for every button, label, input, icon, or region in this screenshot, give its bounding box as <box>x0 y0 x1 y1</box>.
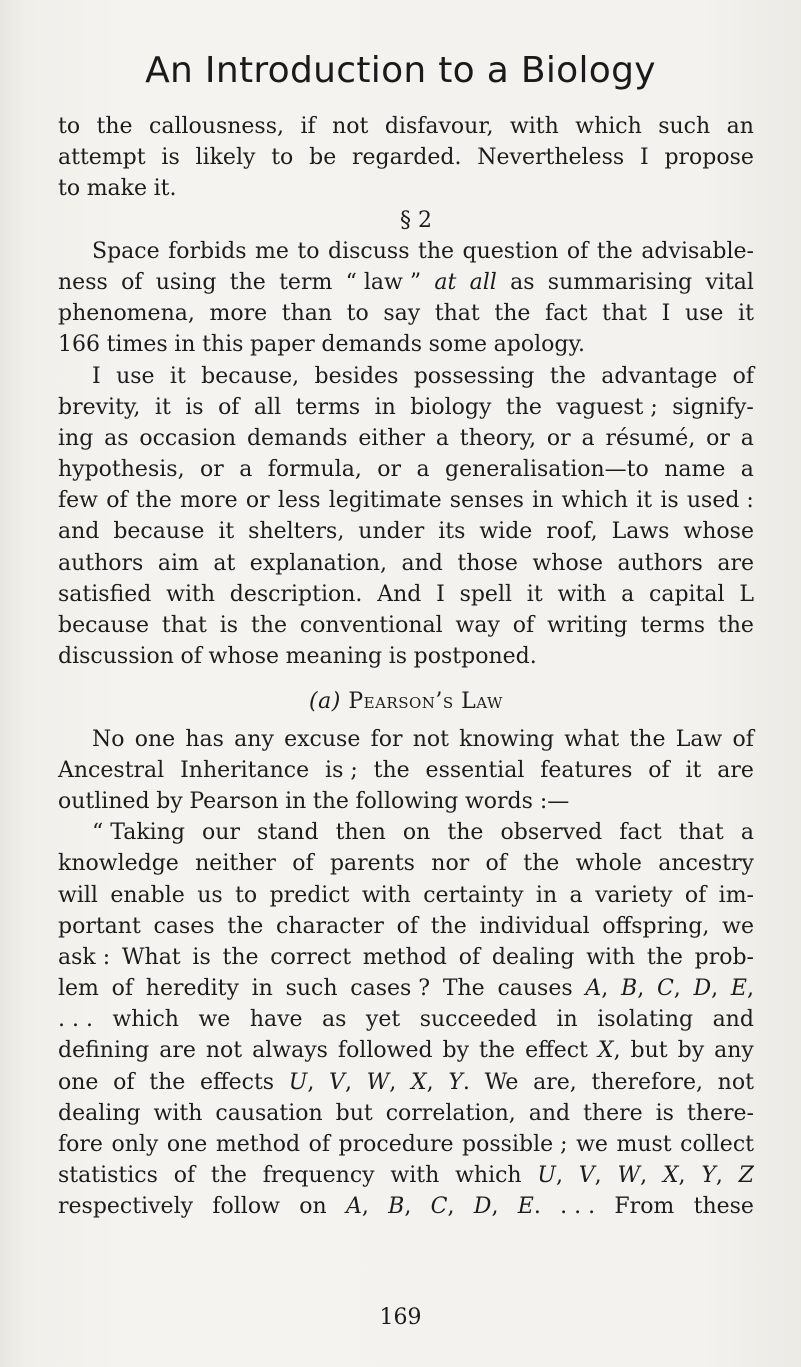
text-line: fore only one method of procedure possible ; we must collect <box>58 1132 754 1157</box>
text-line: ask : What is the correct method of dealing with the prob- <box>58 944 754 970</box>
subsection-heading <box>58 686 754 717</box>
text-line: one of the effects U, V, W, X, Y. We are, therefore, not <box>58 1069 754 1095</box>
text-line: lem of heredity in such cases ? The causes A, B, C, D, E, <box>58 976 754 1002</box>
text-line: Space forbids me to discuss the question of the advisable- <box>92 238 754 264</box>
paragraph-2 <box>58 236 754 361</box>
text-line: 166 times in this paper demands some apology. <box>58 332 585 358</box>
text-line: hypothesis, or a formula, or a generalisation—to name a <box>58 457 754 483</box>
text-line: statistics of the frequency with which U, V, W, X, Y, Z <box>58 1163 754 1189</box>
text-line: to the callousness, if not disfavour, with which such an <box>58 114 754 139</box>
text-line: . . . which we have as yet succeeded in isolating and <box>58 1007 754 1033</box>
paragraph-1 <box>58 111 754 205</box>
text-line: will enable us to predict with certainty in a variety of im- <box>58 882 754 908</box>
paragraph-5-quotation <box>58 817 754 1222</box>
text-line: because that is the conventional way of writing terms the <box>58 613 754 638</box>
text-line: brevity, it is of all terms in biology the vaguest ; signify- <box>58 394 754 420</box>
text-line: No one has any excuse for not knowing what the Law of <box>92 726 754 752</box>
text-line: ness of using the term “ law ” at all as summarising vital <box>58 269 754 295</box>
text-line: Ancestral Inheritance is ; the essential features of it are <box>58 757 754 783</box>
text-line: I use it because, besides possessing the advantage of <box>92 363 754 389</box>
text-line: “ Taking our stand then on the observed fact that a <box>92 820 754 846</box>
subsection-label: (a) <box>309 689 341 715</box>
text-line: authors aim at explanation, and those whose authors are <box>58 550 754 576</box>
text-line: knowledge neither of parents nor of the whole ancestry <box>58 851 754 877</box>
page-number: 169 <box>379 1305 422 1330</box>
text-line: few of the more or less legitimate senses in which it is used : <box>58 488 754 514</box>
text-line: to make it. <box>58 176 177 202</box>
subsection-title: Pearson’s Law <box>348 689 503 715</box>
text-line: outlined by Pearson in the following words :— <box>58 788 570 814</box>
body-text <box>58 111 754 1223</box>
paragraph-3 <box>58 361 754 673</box>
text-line: defining are not always followed by the effect X, but by any <box>58 1038 754 1064</box>
text-line: satisfied with description. And I spell it with a capital L <box>58 581 754 607</box>
paragraph-4 <box>58 724 754 818</box>
text-line: attempt is likely to be regarded. Nevertheless I propose <box>58 145 754 171</box>
text-line: ing as occasion demands either a theory, or a résumé, or a <box>58 425 754 451</box>
text-line: respectively follow on A, B, C, D, E. . . . From these <box>58 1194 754 1220</box>
text-line: portant cases the character of the individual offspring, we <box>58 913 754 939</box>
section-mark: § 2 <box>400 207 432 233</box>
running-head: An Introduction to a Biology <box>145 50 656 91</box>
text-line: phenomena, more than to say that the fact that I use it <box>58 301 754 327</box>
text-line: dealing with causation but correlation, and there is there- <box>58 1100 754 1126</box>
text-line: and because it shelters, under its wide roof, Laws whose <box>58 519 754 545</box>
text-line: discussion of whose meaning is postponed. <box>58 644 537 670</box>
